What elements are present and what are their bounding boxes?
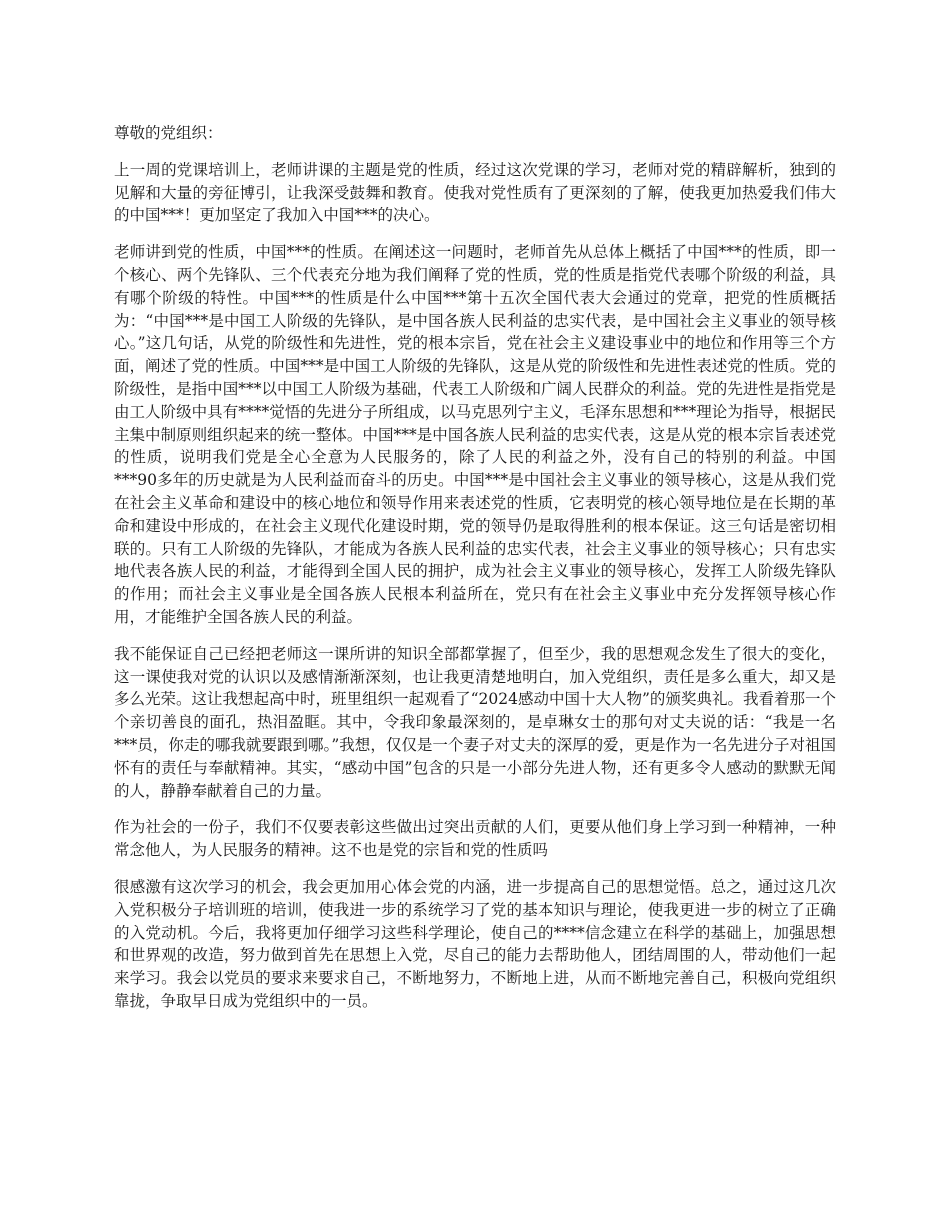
- paragraph-3: 我不能保证自己已经把老师这一课所讲的知识全部都掌握了，但至少，我的思想观念发生了很大的变化，这一课使我对党的认识以及感情渐渐深刻，也让我更清楚地明白，加入党组织，责任是多么重大，却又是多么光荣。这让我想起高中时，班里组织一起观看了“2024感动中国十大人物”的颁奖典礼。我看着那一个个亲切善良的面孔，热泪盈眶。其中，令我印象最深刻的，是卓琳女士的那句对丈夫说的话：“我是一名***员，你走的哪我就要跟到哪。”我想，仅仅是一个妻子对丈夫的深厚的爱，更是作为一名先进分子对祖国怀有的责任与奉献精神。其实，“感动中国”包含的只是一小部分先进人物，还有更多令人感动的默默无闻的人，静静奉献着自己的力量。: [114, 644, 836, 800]
- paragraph-1: 上一周的党课培训上，老师讲课的主题是党的性质，经过这次党课的学习，老师对党的精辟解析，独到的见解和大量的旁征博引，让我深受鼓舞和教育。使我对党性质有了更深刻的了解，使我更加热爱我们伟大的中国***！更加坚定了我加入中国***的决心。: [114, 160, 836, 225]
- salutation: 尊敬的党组织：: [114, 124, 223, 142]
- paragraph-4: 作为社会的一份子，我们不仅要表彰这些做出过突出贡献的人们，更要从他们身上学习到一种精神，一种常念他人，为人民服务的精神。这不也是党的宗旨和党的性质吗: [114, 818, 836, 860]
- document-body: [114, 122, 836, 1027]
- paragraph-2: 老师讲到党的性质，中国***的性质。在阐述这一问题时，老师首先从总体上概括了中国***的性质，即一个核心、两个先锋队、三个代表充分地为我们阐释了党的性质，党的性质是指党代表哪个阶级的利益，具有哪个阶级的特性。中国***的性质是什么中国***第十五次全国代表大会通过的党章，把党的性质概括为：“中国***是中国工人阶级的先锋队，是中国各族人民利益的忠实代表，是中国社会主义事业的领导核心。”这几句话，从党的阶级性和先进性，党的根本宗旨，党在社会主义建设事业中的地位和作用等三个方面，阐述了党的性质。中国***是中国工人阶级的先锋队，这是从党的阶级性和先进性表述党的性质。党的阶级性，是指中国***以中国工人阶级为基础，代表工人阶级和广阔人民群众的利益。党的先进性是指党是由工人阶级中具有****觉悟的先进分子所组成，以马克思列宁主义，毛泽东思想和***理论为指导，根据民主集中制原则组织起来的统一整体。中国***是中国各族人民利益的忠实代表，这是从党的根本宗旨表述党的性质，说明我们党是全心全意为人民服务的，除了人民的利益之外，没有自己的特别的利益。中国***90多年的历史就是为人民利益而奋斗的历史。中国***是中国社会主义事业的领导核心，这是从我们党在社会主义革命和建设中的核心地位和领导作用来表述党的性质，它表明党的核心领导地位是在长期的革命和建设中形成的，在社会主义现代化建设时期，党的领导仍是取得胜利的根本保证。这三句话是密切相联的。只有工人阶级的先锋队，才能成为各族人民利益的忠实代表，社会主义事业的领导核心；只有忠实地代表各族人民的利益，才能得到全国人民的拥护，成为社会主义事业的领导核心，发挥工人阶级先锋队的作用；而社会主义事业是全国各族人民根本利益所在，党只有在社会主义事业中充分发挥领导核心作用，才能维护全国各族人民的利益。: [114, 243, 836, 626]
- paragraph-5: 很感激有这次学习的机会，我会更加用心体会党的内涵，进一步提高自己的思想觉悟。总之，通过这几次入党积极分子培训班的培训，使我进一步的系统学习了党的基本知识与理论，使我更进一步的树立了正确的入党动机。今后，我将更加仔细学习这些科学理论，使自己的****信念建立在科学的基础上，加强思想和世界观的改造，努力做到首先在思想上入党，尽自己的能力去帮助他人，团结周围的人，带动他们一起来学习。我会以党员的要求来要求自己，不断地努力，不断地上进，从而不断地完善自己，积极向党组织靠拢，争取早日成为党组织中的一员。: [114, 877, 836, 1010]
